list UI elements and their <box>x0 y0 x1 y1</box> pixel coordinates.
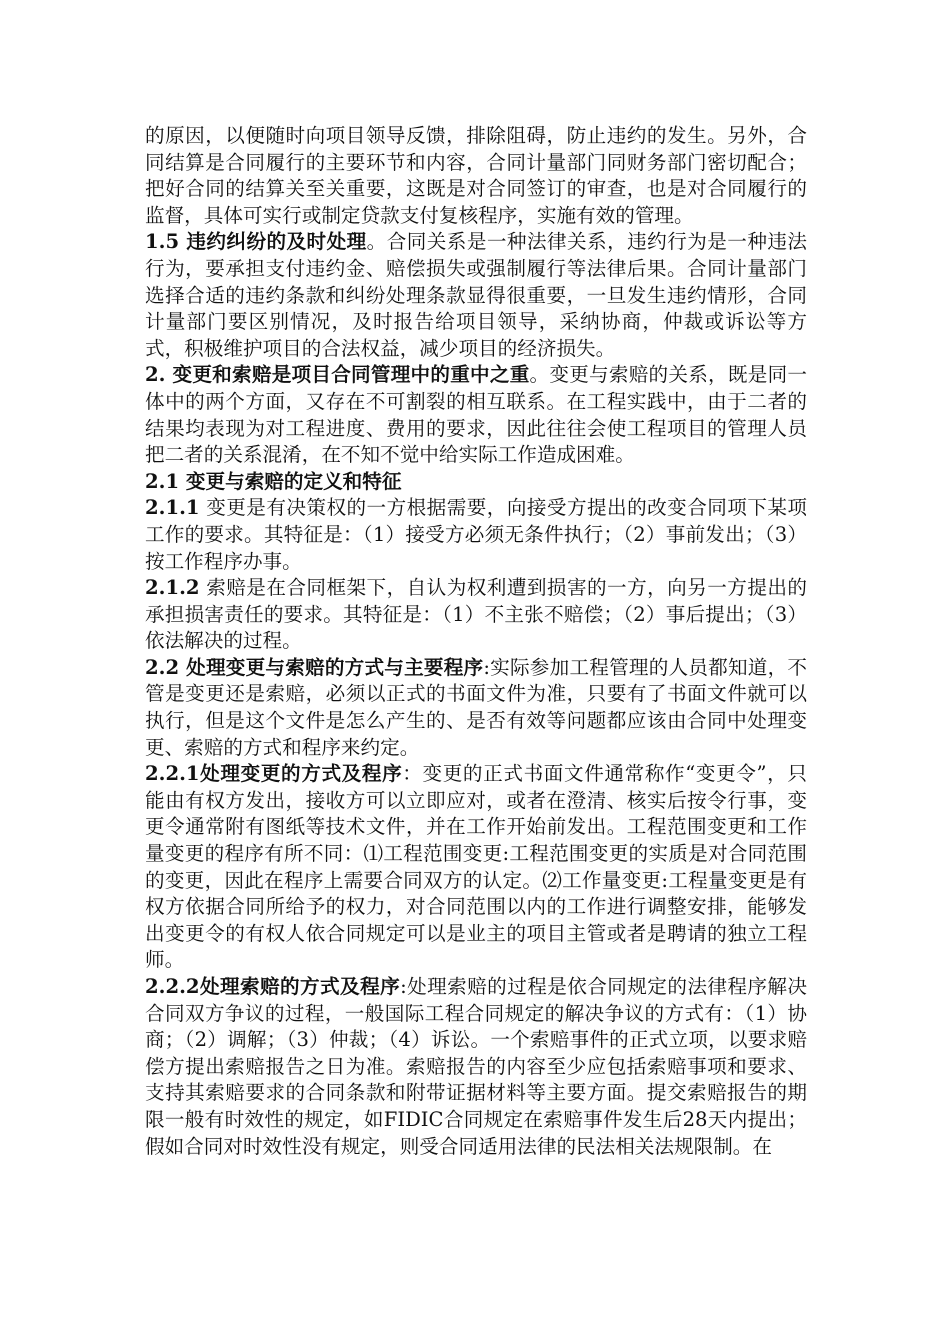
paragraph-section-2-1-2 <box>145 575 807 655</box>
paragraph-section-2-2 <box>145 655 807 761</box>
paragraph-text: 。变更与索赔的关系，既是同一体中的两个方面，又存在不可割裂的相互联系。在工程实践中，由于二者的结果均表现为对工程进度、费用的要求，因此往往会使工程项目的管理人员把二者的关系混淆，在不知不觉中给实际工作造成困难。 <box>145 363 807 467</box>
document-page <box>145 123 807 1160</box>
paragraph-contract-settlement <box>145 123 807 229</box>
paragraph-section-2 <box>145 362 807 468</box>
paragraph-text: ：变更的正式书面文件通常称作“变更令”，只能由有权方发出，接收方可以立即应对，或者在澄清、核实后按令行事，变更令通常附有图纸等技术文件，并在工作开始前发出。工程范围变更和工作量变更的程序有所不同：⑴工程范围变更:工程范围变更的实质是对合同范围的变更，因此在程序上需要合同双方的认定。⑵工作量变更:工程量变更是有权方依据合同所给予的权力，对合同范围以内的工作进行调整安排，能够发出变更令的有权人依合同规定可以是业主的项目主管或者是聘请的独立工程师。 <box>145 762 807 972</box>
section-heading: 2.2.2处理索赔的方式及程序 <box>145 975 401 998</box>
section-heading: 2.2 处理变更与索赔的方式与主要程序 <box>145 655 484 679</box>
paragraph-section-2-1-1 <box>145 495 807 575</box>
paragraph-text: 的原因，以便随时向项目领导反馈，排除阻碍，防止违约的发生。另外，合同结算是合同履行的主要环节和内容，合同计量部门同财务部门密切配合；把好合同的结算关至关重要，这既是对合同签订的审查，也是对合同履行的监督，具体可实行或制定贷款支付复核程序，实施有效的管理。 <box>145 124 807 227</box>
section-heading: 1.5 违约纠纷的及时处理 <box>145 230 367 254</box>
paragraph-text: 。合同关系是一种法律关系，违约行为是一种违法行为，要承担支付违约金、赔偿损失或强制履行等法律后果。合同计量部门选择合适的违约条款和纠纷处理条款显得很重要，一旦发生违约情形，合同计量部门要区别情况，及时报告给项目领导，采纳协商，仲裁或诉讼等方式，积极维护项目的合法权益，减少项目的经济损失。 <box>145 230 807 360</box>
paragraph-text: 索赔是在合同框架下，自认为权利遭到损害的一方，向另一方提出的承担损害责任的要求。其特征是：（1）不主张不赔偿；（2）事后提出；（3）依法解决的过程。 <box>145 576 807 653</box>
paragraph-text: :处理索赔的过程是依合同规定的法律程序解决合同双方争议的过程，一般国际工程合同规定的解决争议的方式有：（1）协商；（2）调解；（3）仲裁；（4）诉讼。一个索赔事件的正式立项，以要求赔偿方提出索赔报告之日为准。索赔报告的内容至少应包括索赔事项和要求、支持其索赔要求的合同条款和附带证据材料等主要方面。提交索赔报告的期限一般有时效性的规定，如FIDIC合同规定在索赔事件发生后28天内提出；假如合同对时效性没有规定，则受合同适用法律的民法相关法规限制。在 <box>145 975 807 1158</box>
paragraph-section-1-5 <box>145 229 807 362</box>
section-heading: 2.1 变更与索赔的定义和特征 <box>145 469 402 493</box>
heading-section-2-1 <box>145 469 807 496</box>
paragraph-section-2-2-2 <box>145 974 807 1160</box>
section-heading: 2.2.1处理变更的方式及程序 <box>145 762 403 786</box>
paragraph-text: 变更是有决策权的一方根据需要，向接受方提出的改变合同项下某项工作的要求。其特征是：（1）接受方必须无条件执行；（2）事前发出；（3）按工作程序办事。 <box>145 496 807 573</box>
paragraph-section-2-2-1 <box>145 761 807 974</box>
section-number: 2.1.1 <box>145 496 200 520</box>
section-heading: 2. 变更和索赔是项目合同管理中的重中之重 <box>145 363 530 387</box>
section-number: 2.1.2 <box>145 576 200 600</box>
paragraph-text: :实际参加工程管理的人员都知道，不管是变更还是索赔，必须以正式的书面文件为准，只要有了书面文件就可以执行，但是这个文件是怎么产生的、是否有效等问题都应该由合同中处理变更、索赔的方式和程序来约定。 <box>145 655 807 759</box>
